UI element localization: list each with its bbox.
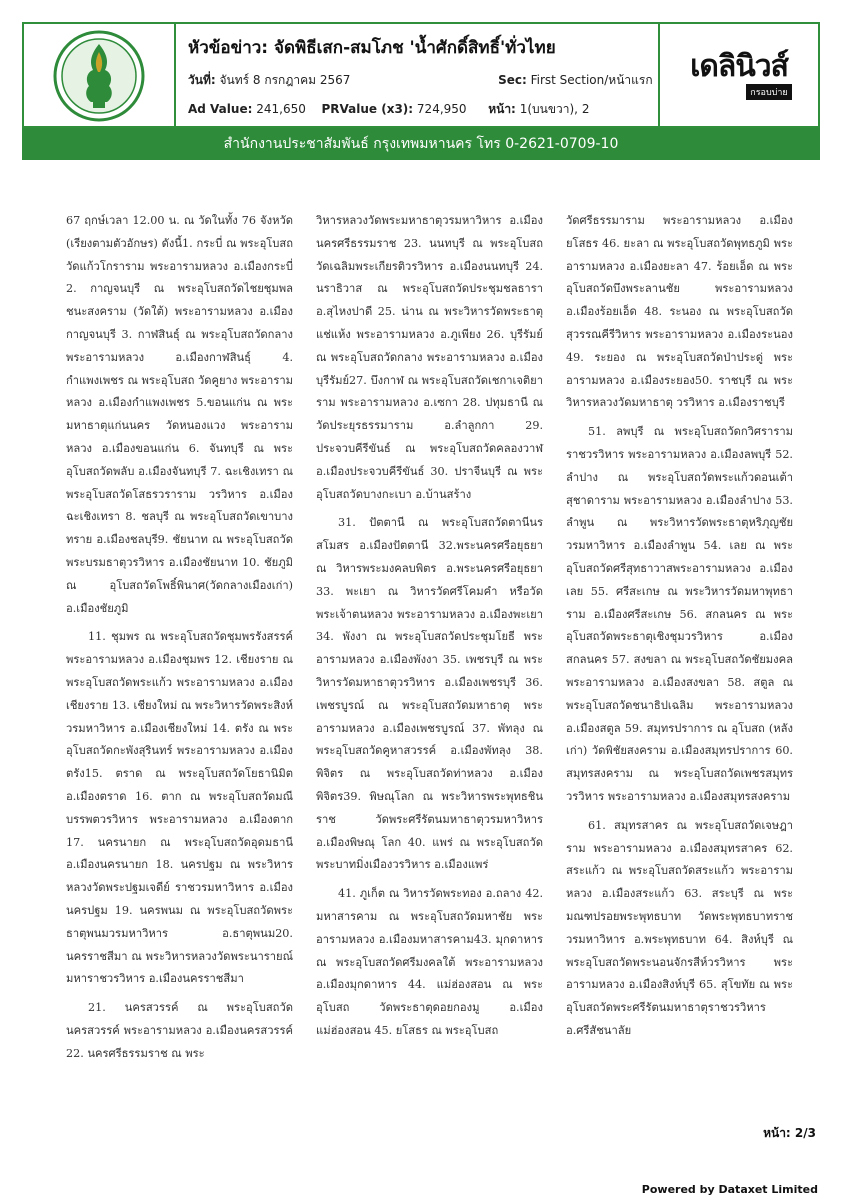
article-paragraph: 11. ชุมพร ณ พระอุโบสถวัดชุมพรรังสรรค์ พระอารามหลวง อ.เมืองชุมพร 12. เชียงราย ณ พระอุโบสถวัดพระแก้ว พระอารามหลวง อ.เมืองเชียงราย 13. เชียงใหม่ ณ พระวิหารวัดพระสิงห์วรมหาวิหาร อ.เมืองเชียงใหม่ 14. ตรัง ณ พระอุโบสถวัดกะพังสุรินทร์ พระอารามหลวง อ.เมืองตรัง15. ตราด ณ พระอุโบสถวัดโยธานิมิต อ.เมืองตราด 16. ตาก ณ พระอุโบสถวัดมณีบรรพตวรวิหาร พระอารามหลวง อ.เมืองตาก 17. นครนายก ณ พระอุโบสถวัดอุดมธานี อ.เมืองนครนายก 18. นครปฐม ณ พระวิหารหลวงวัดพระปฐมเจดีย์ ราชวรมหาวิหาร อ.เมืองนครปฐม 19. นครพนม ณ พระอุโบสถวัดพระธาตุพนมวรมหาวิหาร อ.ธาตุพนม20. นครราชสีมา ณ พระวิหารหลวงวัดพระนารายณ์มหาราชวรวิหาร อ.เมืองนครราชสีมา: [66, 630, 293, 986]
brand-name: เดลินิวส์: [690, 49, 788, 84]
value-row: [188, 100, 658, 119]
sec-value: First Section/หน้าแรก: [530, 73, 653, 87]
article-paragraph: วิหารหลวงวัดพระมหาธาตุวรมหาวิหาร อ.เมืองนครศรีธรรมราช 23. นนทบุรี ณ พระอุโบสถวัดเฉลิมพระเกียรติวรวิหาร อ.เมืองนนทบุรี 24. นราธิวาส ณ พระอุโบสถวัดประชุมชลธารา อ.สุไหงปาดี 25. น่าน ณ พระวิหารวัดพระธาตุแช่แห้ง พระอารามหลวง อ.ภูเพียง 26. บุรีรัมย์ ณ พระอุโบสถวัดกลาง พระอารามหลวง อ.เมืองบุรีรัมย์27. บึงกาฬ ณ พระอุโบสถวัดเชกาเจติยาราม พระอารามหลวง อ.เซกา 28. ปทุมธานี ณ วัดประยุรธรรมาราม อ.ลำลูกกา 29. ประจวบคีรีขันธ์ ณ พระอุโบสถวัดคลองวาฬ อ.เมืองประจวบคีรีขันธ์ 30. ปราจีนบุรี ณ พระอุโบสถวัดบางกะเบา อ.บ้านสร้าง: [316, 214, 543, 501]
article-paragraph: 67 ฤกษ์เวลา 12.00 น. ณ วัดในทั้ง 76 จังหวัด (เรียงตามตัวอักษร) ดังนี้1. กระบี่ ณ พระอุโบสถวัดแก้วโกราราม พระอารามหลวง อ.เมืองกระบี่ 2. กาญจนบุรี ณ พระอุโบสถวัดไชยชุมพลชนะสงคราม (วัดใต้) พระอารามหลวง อ.เมืองกาญจนบุรี 3. กาฬสินธุ์ ณ พระอุโบสถวัดกลาง พระอารามหลวง อ.เมืองกาฬสินธุ์ 4. กำแพงเพชร ณ พระอุโบสถ วัดคูยาง พระอารามหลวง อ.เมืองกำแพงเพชร 5.ขอนแก่น ณ พระมหาธาตุแก่นนคร วัดหนองแวง พระอารามหลวง อ.เมืองขอนแก่น 6. จันทบุรี ณ พระอุโบสถวัดพลับ อ.เมืองจันทบุรี 7. ฉะเชิงเทรา ณ พระอุโบสถวัดโสธรวราราม วรวิหาร อ.เมืองฉะเชิงเทรา 8. ชลบุรี ณ พระอุโบสถวัดเขาบางทราย อ.เมืองชลบุรี9. ชัยนาท ณ พระอุโบสถวัดพระบรมธาตุวรวิหาร อ.เมืองชัยนาท 10. ชัยภูมิ ณ อุโบสถวัดโพธิ์พินาศ(วัดกลางเมืองเก่า) อ.เมืองชัยภูมิ: [66, 214, 293, 615]
clip-meta: [188, 30, 658, 126]
pr-value: 724,950: [416, 102, 467, 116]
date-label: วันที่:: [188, 73, 216, 87]
ad-value: 241,650: [256, 102, 306, 116]
agency-banner: [22, 128, 820, 160]
agency-banner-text: สำนักงานประชาสัมพันธ์ กรุงเทพมหานคร โทร 0-2621-0709-10: [223, 136, 619, 152]
article-paragraph: 31. ปัตตานี ณ พระอุโบสถวัดตานีนรสโมสร อ.เมืองปัตตานี 32.พระนครศรีอยุธยา ณ วิหารพระมงคลบพิตร อ.พระนครศรีอยุธยา 33. พะเยา ณ วิหารวัดศรีโคมคำ หรือวัดพระเจ้าตนหลวง พระอารามหลวง อ.เมืองพะเยา 34. พังงา ณ พระอุโบสถวัดประชุมโยธี พระอารามหลวง อ.เมืองพังงา 35. เพชรบุรี ณ พระวิหารวัดมหาธาตุวรวิหาร อ.เมืองเพชรบุรี 36. เพชรบูรณ์ ณ พระอุโบสถวัดมหาธาตุ พระอารามหลวง อ.เมืองเพชรบูรณ์ 37. พัทลุง ณ พระอุโบสถวัดคูหาสวรรค์ อ.เมืองพัทลุง 38. พิจิตร ณ พระอุโบสถวัดท่าหลวง อ.เมืองพิจิตร39. พิษณุโลก ณ พระวิหารพระพุทธชินราช วัดพระศรีรัตนมหาธาตุวรมหาวิหาร อ.เมืองพิษณุ โลก 40. แพร่ ณ พระอุโบสถวัดพระบาทมิ่งเมืองวรวิหาร อ.เมืองแพร่: [316, 516, 543, 872]
article-body: [66, 210, 793, 1090]
bangkok-emblem-icon: [51, 28, 147, 124]
article-column-2: [316, 210, 543, 1043]
brand-edition: กรอบบ่าย: [746, 84, 791, 100]
article-paragraph: วัดศรีธรรมาราม พระอารามหลวง อ.เมืองยโสธร 46. ยะลา ณ พระอุโบสถวัดพุทธภูมิ พระอารามหลวง อ.เมืองยะลา 47. ร้อยเอ็ด ณ พระอุโบสถวัดบึงพระลานชัย พระอารามหลวง อ.เมืองร้อยเอ็ด 48. ระนอง ณ พระอุโบสถวัดสุวรรณคีรีวิหาร พระอารามหลวง อ.เมืองระนอง 49. ระยอง ณ พระอุโบสถวัดป่าประดู่ พระอารามหลวง อ.เมืองระยอง50. ราชบุรี ณ พระวิหารหลวงวัดมหาธาตุ วรวิหาร อ.เมืองราชบุรี: [566, 214, 793, 410]
article-paragraph: 61. สมุทรสาคร ณ พระอุโบสถวัดเจษฎาราม พระอารามหลวง อ.เมืองสมุทรสาคร 62. สระแก้ว ณ พระอุโบสถวัดสระแก้ว พระอารามหลวง อ.เมืองสระแก้ว 63. สระบุรี ณ พระมณฑปรอยพระพุทธบาท วัดพระพุทธบาทราชวรมหาวิหาร อ.พระพุทธบาท 64. สิงห์บุรี ณ พระอุโบสถวัดพระนอนจักรสีห์วรวิหาร พระอารามหลวง อ.เมืองสิงห์บุรี 65. สุโขทัย ณ พระอุโบสถวัดพระศรีรัตนมหาธาตุราชวรวิหาร อ.ศรีสัชนาลัย: [566, 818, 793, 1037]
page-value: 1(บนขวา), 2: [519, 102, 590, 116]
date-value: จันทร์ 8 กรกฎาคม 2567: [219, 73, 351, 87]
headline: [188, 34, 658, 61]
sec-label: Sec:: [498, 73, 527, 87]
page-number: หน้า: 2/3: [763, 1126, 816, 1140]
headline-text: จัดพิธีเสก-สมโภช 'น้ำศักดิ์สิทธิ์'ทั่วไทย: [274, 38, 556, 58]
date-row: [188, 71, 658, 90]
logo-box: [24, 24, 176, 128]
page-label: หน้า:: [488, 102, 516, 116]
ad-value-label: Ad Value:: [188, 102, 253, 116]
powered-by: Powered by Dataxet Limited: [641, 1183, 818, 1196]
article-paragraph: 51. ลพบุรี ณ พระอุโบสถวัดกวิศรารามราชวรวิหาร พระอารามหลวง อ.เมืองลพบุรี 52. ลำปาง ณ พระอุโบสถวัดพระแก้วดอนเต้า สุชาดาราม พระอารามหลวง อ.เมืองลำปาง 53. ลำพูน ณ พระวิหารวัดพระธาตุหริภุญชัย วรมหาวิหาร อ.เมืองลำพูน 54. เลย ณ พระอุโบสถวัดศรีสุทธาวาสพระอารามหลวง อ.เมืองเลย 55. ศรีสะเกษ ณ พระวิหารวัดมหาพุทธาราม อ.เมืองศรีสะเกษ 56. สกลนคร ณ พระอุโบสถวัดพระธาตุเชิงชุมวรวิหาร อ.เมืองสกลนคร 57. สงขลา ณ พระอุโบสถวัดชัยมงคล พระอารามหลวง อ.เมืองสงขลา 58. สตูล ณ พระอุโบสถวัดชนาธิปเฉลิม พระอารามหลวง อ.เมืองสตูล 59. สมุทรปราการ ณ อุโบสถ (หลังเก่า) วัดพิชัยสงคราม อ.เมืองสมุทรปราการ 60. สมุทรสงคราม ณ พระอุโบสถวัดเพชรสมุทรวรวิหาร พระอารามหลวง อ.เมืองสมุทรสงคราม: [566, 425, 793, 803]
brand-box: [658, 24, 818, 128]
headline-label: หัวข้อข่าว:: [188, 38, 269, 58]
news-clip-header: [22, 22, 820, 128]
article-column-1: [66, 210, 293, 1065]
pr-value-label: PRValue (x3):: [321, 102, 414, 116]
article-paragraph: 41. ภูเก็ต ณ วิหารวัดพระทอง อ.ถลาง 42. มหาสารคาม ณ พระอุโบสถวัดมหาชัย พระอารามหลวง อ.เมืองมหาสารคาม43. มุกดาหาร ณ พระอุโบสถวัดศรีมงคลใต้ พระอารามหลวง อ.เมืองมุกดาหาร 44. แม่ฮ่องสอน ณ พระอุโบสถ วัดพระธาตุดอยกองมู อ.เมืองแม่ฮ่องสอน 45. ยโสธร ณ พระอุโบสถ: [316, 887, 543, 1037]
article-paragraph: 21. นครสวรรค์ ณ พระอุโบสถวัดนครสวรรค์ พระอารามหลวง อ.เมืองนครสวรรค์ 22. นครศรีธรรมราช ณ พระ: [66, 1001, 293, 1060]
article-column-3: [566, 210, 793, 1043]
